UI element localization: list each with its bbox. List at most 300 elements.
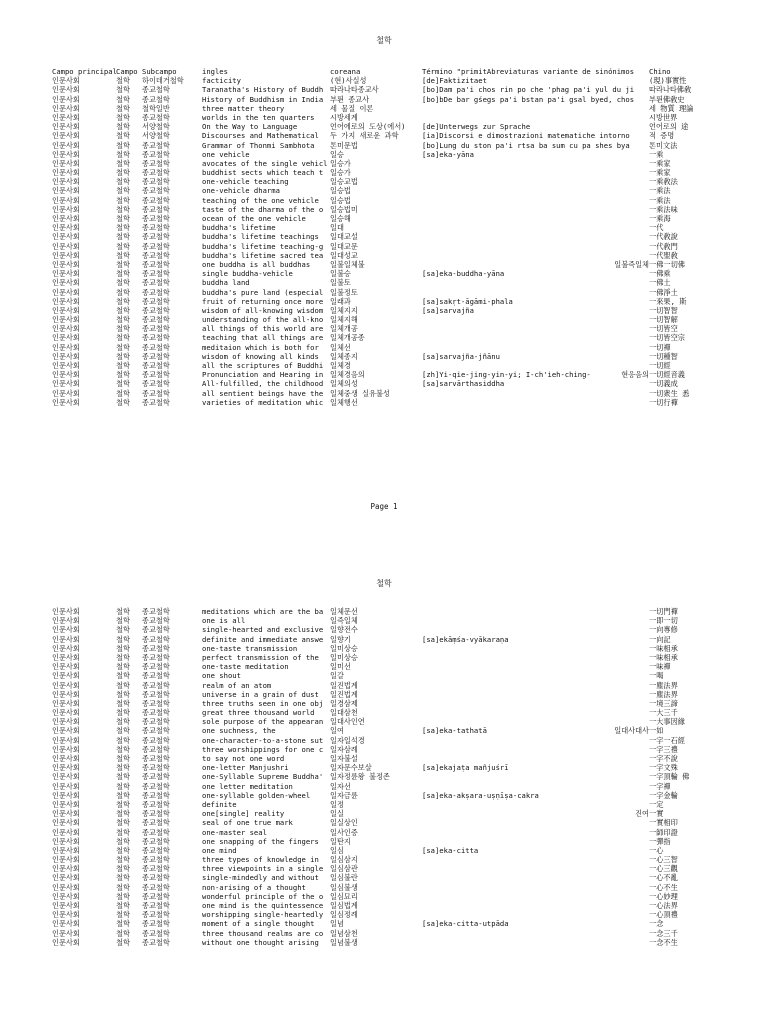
cell-chino: 一切皆空宗 [649, 333, 685, 343]
cell-coreana: 시방세계 [330, 112, 358, 122]
cell-campo-principal: 인문사회 [52, 634, 80, 644]
table-row [52, 251, 768, 260]
cell-ingles: varieties of meditation whic [202, 397, 324, 407]
cell-coreana: 일심삼지 [330, 855, 358, 865]
cell-termino-primitivo: [sa]eka-citta [422, 845, 479, 855]
cell-coreana: 일대성교 [330, 250, 358, 260]
cell-ingles: three viewpoints in a single [202, 864, 324, 874]
cell-campo: 철학 [116, 698, 130, 708]
table-row [52, 278, 768, 287]
cell-campo: 철학 [116, 204, 130, 214]
cell-coreana: 일체경 [330, 361, 351, 370]
cell-subcampo: 종교철학 [142, 186, 170, 196]
cell-chino: 一境三諦 [649, 698, 678, 708]
cell-coreana: 일체행선 [330, 397, 358, 407]
header-campo: Campo [116, 67, 138, 76]
cell-campo: 철학 [116, 250, 130, 260]
cell-chino: 一塵法界 [649, 689, 678, 699]
cell-subcampo: 종교철학 [142, 882, 170, 892]
cell-ingles: one vehicle [202, 149, 250, 159]
cell-chino: 一乘法 [649, 186, 671, 196]
cell-subcampo: 종교철학 [142, 698, 170, 708]
cell-campo-principal: 인문사회 [52, 671, 80, 681]
cell-campo-principal: 인문사회 [52, 379, 80, 389]
cell-campo-principal: 인문사회 [52, 643, 80, 653]
table-row [52, 607, 768, 616]
cell-subcampo: 종교철학 [142, 873, 170, 883]
cell-chino: 一念 [649, 919, 664, 929]
table-row [52, 938, 768, 947]
cell-termino-primitivo: [sa]eka-akṣara-uṣṇīṣa-cakra [422, 790, 539, 800]
cell-coreana: 따라나타종교사 [330, 85, 379, 95]
table-row [52, 883, 768, 892]
cell-subcampo: 종교철학 [142, 379, 170, 389]
table-row [52, 361, 768, 370]
cell-coreana: 일불일체불 [330, 259, 365, 269]
table-row [52, 379, 768, 388]
cell-ingles: All-fulfilled, the childhood [202, 379, 324, 389]
cell-campo: 철학 [116, 259, 130, 269]
cell-coreana: 일승법 [330, 186, 351, 196]
cell-campo-principal: 인문사회 [52, 158, 80, 168]
cell-subcampo: 종교철학 [142, 708, 170, 718]
table-row [52, 726, 768, 735]
cell-ingles: buddha land [202, 278, 250, 288]
table-row [52, 772, 768, 781]
cell-chino: 一彈指 [649, 836, 671, 846]
glossary-table [52, 67, 768, 407]
cell-chino: 따라나타佛敎 [649, 85, 692, 95]
cell-ingles: non-arising of a thought [202, 882, 306, 892]
cell-ingles: worlds in the ten quarters [202, 112, 315, 122]
cell-subcampo: 종교철학 [142, 149, 170, 159]
cell-ingles: facticity [202, 76, 241, 86]
cell-campo-principal: 인문사회 [52, 882, 80, 892]
cell-ingles: wisdom of knowing all kinds [202, 351, 319, 361]
cell-subcampo: 종교철학 [142, 818, 170, 828]
cell-coreana: 일체선 [330, 342, 351, 352]
table-row [52, 901, 768, 910]
cell-campo: 철학 [116, 845, 130, 855]
cell-chino: 세 物質 理論 [649, 103, 694, 113]
table-row [52, 855, 768, 864]
cell-subcampo: 종교철학 [142, 827, 170, 837]
cell-subcampo: 종교철학 [142, 689, 170, 699]
cell-subcampo: 종교철학 [142, 662, 170, 672]
table-row [52, 76, 768, 85]
cell-subcampo: 종교철학 [142, 250, 170, 260]
cell-campo: 철학 [116, 131, 130, 141]
cell-chino: 一切行禪 [649, 397, 678, 407]
table-row [52, 929, 768, 938]
cell-chino: 一味禪 [649, 662, 671, 672]
cell-campo-principal: 인문사회 [52, 94, 80, 104]
cell-subcampo: 종교철학 [142, 195, 170, 205]
cell-chino: 一字禪 [649, 781, 671, 791]
cell-ingles: buddhist sects which teach t [202, 168, 324, 178]
cell-subcampo: 종교철학 [142, 680, 170, 690]
cell-ingles: avocates of the single vehicl [202, 158, 328, 168]
cell-chino: 一佛一切佛 [649, 259, 685, 269]
cell-chino: 一代聖敎 [649, 250, 678, 260]
cell-chino: 一塵法界 [649, 680, 678, 690]
cell-subcampo: 서양철학 [142, 131, 170, 141]
cell-ingles: Discourses and Mathematical [202, 131, 319, 141]
cell-coreana: 부뙨 종교사 [330, 94, 370, 104]
cell-ingles: buddha's lifetime teaching-g [202, 241, 324, 251]
cell-campo: 철학 [116, 799, 130, 809]
cell-coreana: 일심법계 [330, 901, 358, 910]
table-row [52, 95, 768, 104]
cell-subcampo: 종교철학 [142, 296, 170, 306]
table-row [52, 122, 768, 131]
cell-chino: 부뙨佛敎史 [649, 94, 685, 104]
cell-chino: 一心不亂 [649, 873, 678, 883]
table-row [52, 828, 768, 837]
cell-ingles: one snapping of the fingers [202, 836, 319, 846]
cell-subcampo: 하이데거철학 [142, 76, 184, 86]
cell-chino: 一心 [649, 845, 664, 855]
cell-coreana: 일갈 [330, 671, 344, 681]
cell-termino-primitivo: [zh]Yi-qie-jing-yin-yi; I-ch'ieh-ching- [422, 370, 591, 380]
cell-campo: 철학 [116, 333, 130, 343]
cell-campo-principal: 인문사회 [52, 324, 80, 334]
cell-campo-principal: 인문사회 [52, 772, 80, 782]
cell-campo-principal: 인문사회 [52, 864, 80, 874]
cell-campo: 철학 [116, 149, 130, 159]
cell-coreana: 일심불생 [330, 882, 358, 892]
table-row [52, 398, 768, 407]
cell-coreana: 일자불설 [330, 754, 358, 763]
cell-ingles: one letter meditation [202, 781, 293, 791]
cell-campo: 철학 [116, 287, 130, 297]
cell-ingles: universe in a grain of dust [202, 689, 319, 699]
cell-subcampo: 종교철학 [142, 607, 170, 616]
cell-campo-principal: 인문사회 [52, 140, 80, 150]
cell-variante: 현응음의 [621, 370, 649, 380]
cell-chino: 一味相承 [649, 643, 678, 653]
cell-campo-principal: 인문사회 [52, 607, 80, 616]
cell-subcampo: 종교철학 [142, 781, 170, 791]
cell-campo: 철학 [116, 112, 130, 122]
cell-ingles: perfect transmission of the [202, 652, 319, 662]
cell-ingles: without one thought arising [202, 937, 319, 947]
cell-chino: 一代 [649, 223, 664, 233]
cell-chino: 一切經音義 [649, 370, 685, 380]
table-row [52, 333, 768, 342]
cell-subcampo: 종교철학 [142, 85, 170, 95]
cell-coreana: 일래과 [330, 296, 351, 306]
cell-chino: 一心頂禮 [649, 910, 678, 920]
cell-ingles: one-syllable golden-wheel [202, 790, 311, 800]
cell-chino: 一乘家 [649, 158, 671, 168]
cell-campo-principal: 인문사회 [52, 269, 80, 279]
table-row [52, 754, 768, 763]
table-row [52, 177, 768, 186]
cell-campo: 철학 [116, 315, 130, 325]
cell-campo: 철학 [116, 680, 130, 690]
cell-ingles: one-master seal [202, 827, 267, 837]
cell-chino: 一字金輪 [649, 790, 678, 800]
cell-coreana: 일자금륜 [330, 790, 358, 800]
cell-chino: 一實相印 [649, 818, 678, 828]
cell-campo-principal: 인문사회 [52, 708, 80, 718]
cell-campo: 철학 [116, 818, 130, 828]
cell-coreana: 일탄지 [330, 836, 351, 846]
header-ingles: ingles [202, 67, 228, 76]
cell-ingles: Grammar of Thonmi Sambhota [202, 140, 315, 150]
table-row [52, 288, 768, 297]
table-row [52, 352, 768, 361]
cell-subcampo: 종교철학 [142, 625, 170, 635]
cell-coreana: 일체개공 [330, 324, 358, 334]
cell-campo-principal: 인문사회 [52, 937, 80, 947]
cell-chino: 一大事因緣 [649, 717, 685, 727]
cell-campo: 철학 [116, 652, 130, 662]
table-row [52, 708, 768, 717]
cell-subcampo: 종교철학 [142, 726, 170, 736]
cell-chino: 一字頂輪 佛 [649, 772, 690, 782]
cell-subcampo: 종교철학 [142, 94, 170, 104]
cell-subcampo: 종교철학 [142, 671, 170, 681]
table-row [52, 791, 768, 800]
cell-campo: 철학 [116, 772, 130, 782]
cell-subcampo: 종교철학 [142, 333, 170, 343]
table-row [52, 306, 768, 315]
cell-termino-primitivo: [bo]bDe bar gśegs pa'i bstan pa'i gsal byed, chos [422, 94, 635, 104]
table-row [52, 662, 768, 671]
cell-campo-principal: 인문사회 [52, 278, 80, 288]
cell-subcampo: 종교철학 [142, 158, 170, 168]
cell-coreana: 일승 [330, 149, 344, 159]
cell-coreana: 일향전수 [330, 625, 358, 635]
cell-campo: 철학 [116, 744, 130, 754]
cell-campo: 철학 [116, 397, 130, 407]
cell-ingles: one-vehicle teaching [202, 177, 289, 187]
cell-termino-primitivo: [sa]ekāṃśa-vyākaraṇa [422, 634, 509, 644]
cell-ingles: buddha's lifetime [202, 223, 276, 233]
cell-ingles: ocean of the one vehicle [202, 214, 306, 223]
cell-subcampo: 종교철학 [142, 204, 170, 214]
cell-campo: 철학 [116, 625, 130, 635]
cell-ingles: all things of this world are [202, 324, 324, 334]
cell-campo: 철학 [116, 195, 130, 205]
cell-campo: 철학 [116, 671, 130, 681]
cell-coreana: 일체종지 [330, 351, 358, 361]
cell-subcampo: 종교철학 [142, 370, 170, 380]
cell-campo-principal: 인문사회 [52, 754, 80, 763]
cell-campo-principal: 인문사회 [52, 232, 80, 242]
cell-chino: 一佛淨土 [649, 287, 678, 297]
cell-ingles: On the Way to Language [202, 122, 298, 132]
cell-ingles: teaching that all things are [202, 333, 324, 343]
table-row [52, 159, 768, 168]
cell-coreana: 세 물질 이론 [330, 103, 374, 113]
table-header-row [52, 67, 768, 76]
table-row [52, 616, 768, 625]
cell-campo-principal: 인문사회 [52, 103, 80, 113]
cell-subcampo: 종교철학 [142, 845, 170, 855]
cell-chino: 一切禪 [649, 342, 671, 352]
cell-ingles: one-Syllable Supreme Buddha' [202, 772, 324, 782]
cell-campo: 철학 [116, 232, 130, 242]
cell-ingles: three truths seen in one obj [202, 698, 324, 708]
cell-chino: 적 증명 [649, 131, 675, 141]
cell-ingles: definite and immediate answe [202, 634, 324, 644]
cell-subcampo: 종교철학 [142, 928, 170, 938]
cell-ingles: Pronunciation and Hearing in [202, 370, 324, 380]
cell-subcampo: 종교철학 [142, 223, 170, 233]
cell-campo: 철학 [116, 103, 130, 113]
cell-campo: 철학 [116, 910, 130, 920]
table-row [52, 232, 768, 241]
cell-campo-principal: 인문사회 [52, 305, 80, 315]
cell-chino: 一心三觀 [649, 864, 678, 874]
cell-campo: 철학 [116, 278, 130, 288]
cell-coreana: 일즉일체 [330, 616, 358, 626]
cell-campo: 철학 [116, 891, 130, 901]
cell-termino-primitivo: [sa]sarvajña [422, 305, 474, 315]
cell-campo: 철학 [116, 827, 130, 837]
page-footer: Page 1 [370, 502, 398, 511]
cell-campo-principal: 인문사회 [52, 241, 80, 251]
cell-chino: 一心妙理 [649, 891, 678, 901]
spreadsheet-page-2 [0, 560, 768, 1024]
table-row [52, 837, 768, 846]
cell-campo-principal: 인문사회 [52, 131, 80, 141]
cell-campo-principal: 인문사회 [52, 625, 80, 635]
cell-campo: 철학 [116, 607, 130, 616]
cell-chino: 一向記 [649, 634, 671, 644]
cell-coreana: 일대사인연 [330, 717, 365, 727]
table-row [52, 315, 768, 324]
cell-chino: 一切義成 [649, 379, 678, 389]
cell-campo: 철학 [116, 342, 130, 352]
cell-campo-principal: 인문사회 [52, 388, 80, 398]
cell-ingles: worshipping single-heartedly [202, 910, 324, 920]
cell-variante: 진여 [635, 809, 649, 819]
cell-chino: 시방世界 [649, 112, 678, 122]
cell-campo: 철학 [116, 140, 130, 150]
cell-ingles: Taranatha's History of Buddh [202, 85, 324, 95]
table-row [52, 113, 768, 122]
table-row [52, 168, 768, 177]
cell-coreana: 일자삼례 [330, 744, 358, 754]
cell-chino: 一即一切 [649, 616, 678, 626]
cell-campo-principal: 인문사회 [52, 76, 80, 86]
cell-subcampo: 종교철학 [142, 232, 170, 242]
cell-subcampo: 종교철학 [142, 397, 170, 407]
cell-campo: 철학 [116, 223, 130, 233]
cell-campo: 철학 [116, 269, 130, 279]
table-row [52, 818, 768, 827]
cell-chino: 一來果, 斯 [649, 296, 687, 306]
cell-coreana: 일체개공종 [330, 333, 365, 343]
cell-subcampo: 서양철학 [142, 122, 170, 132]
cell-campo-principal: 인문사회 [52, 333, 80, 343]
cell-subcampo: 종교철학 [142, 799, 170, 809]
cell-coreana: 일대 [330, 223, 344, 233]
cell-coreana: 일체경음의 [330, 370, 365, 380]
table-row [52, 370, 768, 379]
cell-ingles: three matter theory [202, 103, 285, 113]
cell-campo-principal: 인문사회 [52, 901, 80, 910]
cell-subcampo: 종교철학 [142, 790, 170, 800]
table-row [52, 671, 768, 680]
cell-coreana: 일경삼제 [330, 698, 358, 708]
cell-campo-principal: 인문사회 [52, 818, 80, 828]
table-row [52, 864, 768, 873]
cell-chino: 一乘法 [649, 195, 671, 205]
cell-campo: 철학 [116, 370, 130, 380]
cell-termino-primitivo: [de]Unterwegs zur Sprache [422, 122, 531, 132]
cell-ingles: to say not one word [202, 754, 285, 763]
cell-campo-principal: 인문사회 [52, 287, 80, 297]
cell-subcampo: 종교철학 [142, 616, 170, 626]
cell-chino: 一代敎說 [649, 232, 678, 242]
cell-campo-principal: 인문사회 [52, 315, 80, 325]
cell-chino: 一代敎門 [649, 241, 678, 251]
table-row [52, 141, 768, 150]
cell-coreana: 일념삼천 [330, 928, 358, 938]
cell-subcampo: 종교철학 [142, 891, 170, 901]
cell-ingles: one shout [202, 671, 241, 681]
cell-coreana: 일심정례 [330, 910, 358, 920]
cell-coreana: 일체의성 [330, 379, 358, 389]
cell-coreana: 일여 [330, 726, 344, 736]
cell-ingles: all the scriptures of Buddhi [202, 361, 324, 370]
cell-campo-principal: 인문사회 [52, 744, 80, 754]
cell-campo: 철학 [116, 296, 130, 306]
cell-ingles: wisdom of all-knowing wisdom [202, 305, 324, 315]
cell-ingles: seal of one true mark [202, 818, 293, 828]
cell-campo: 철학 [116, 928, 130, 938]
cell-campo-principal: 인문사회 [52, 652, 80, 662]
cell-campo: 철학 [116, 790, 130, 800]
cell-subcampo: 종교철학 [142, 388, 170, 398]
cell-subcampo: 종교철학 [142, 901, 170, 910]
table-row [52, 150, 768, 159]
table-row [52, 389, 768, 398]
cell-campo: 철학 [116, 708, 130, 718]
cell-campo-principal: 인문사회 [52, 296, 80, 306]
cell-campo-principal: 인문사회 [52, 836, 80, 846]
cell-chino: 一字文殊 [649, 763, 678, 773]
cell-ingles: one buddha is all buddhas [202, 259, 311, 269]
cell-coreana: 일심삼관 [330, 864, 358, 874]
cell-campo-principal: 인문사회 [52, 168, 80, 178]
sheet-title: 철학 [376, 36, 392, 45]
cell-ingles: great three thousand world [202, 708, 315, 718]
cell-campo-principal: 인문사회 [52, 149, 80, 159]
cell-campo: 철학 [116, 662, 130, 672]
cell-campo-principal: 인문사회 [52, 250, 80, 260]
cell-termino-primitivo: [sa]eka-citta-utpāda [422, 919, 509, 929]
cell-campo-principal: 인문사회 [52, 223, 80, 233]
cell-chino: 一切智智 [649, 305, 678, 315]
cell-termino-primitivo: [sa]sarvārthasiddha [422, 379, 505, 389]
cell-chino: 一心三智 [649, 855, 678, 865]
cell-coreana: 일자정륜왕 불정존 [330, 772, 390, 782]
cell-coreana: 일불정토 [330, 287, 358, 297]
cell-subcampo: 종교철학 [142, 937, 170, 947]
cell-campo-principal: 인문사회 [52, 827, 80, 837]
table-row [52, 196, 768, 205]
cell-ingles: one-taste meditation [202, 662, 289, 672]
cell-chino: 一乘家 [649, 168, 671, 178]
cell-coreana: (현)사실성 [330, 76, 367, 86]
cell-ingles: buddha's lifetime teachings [202, 232, 319, 242]
